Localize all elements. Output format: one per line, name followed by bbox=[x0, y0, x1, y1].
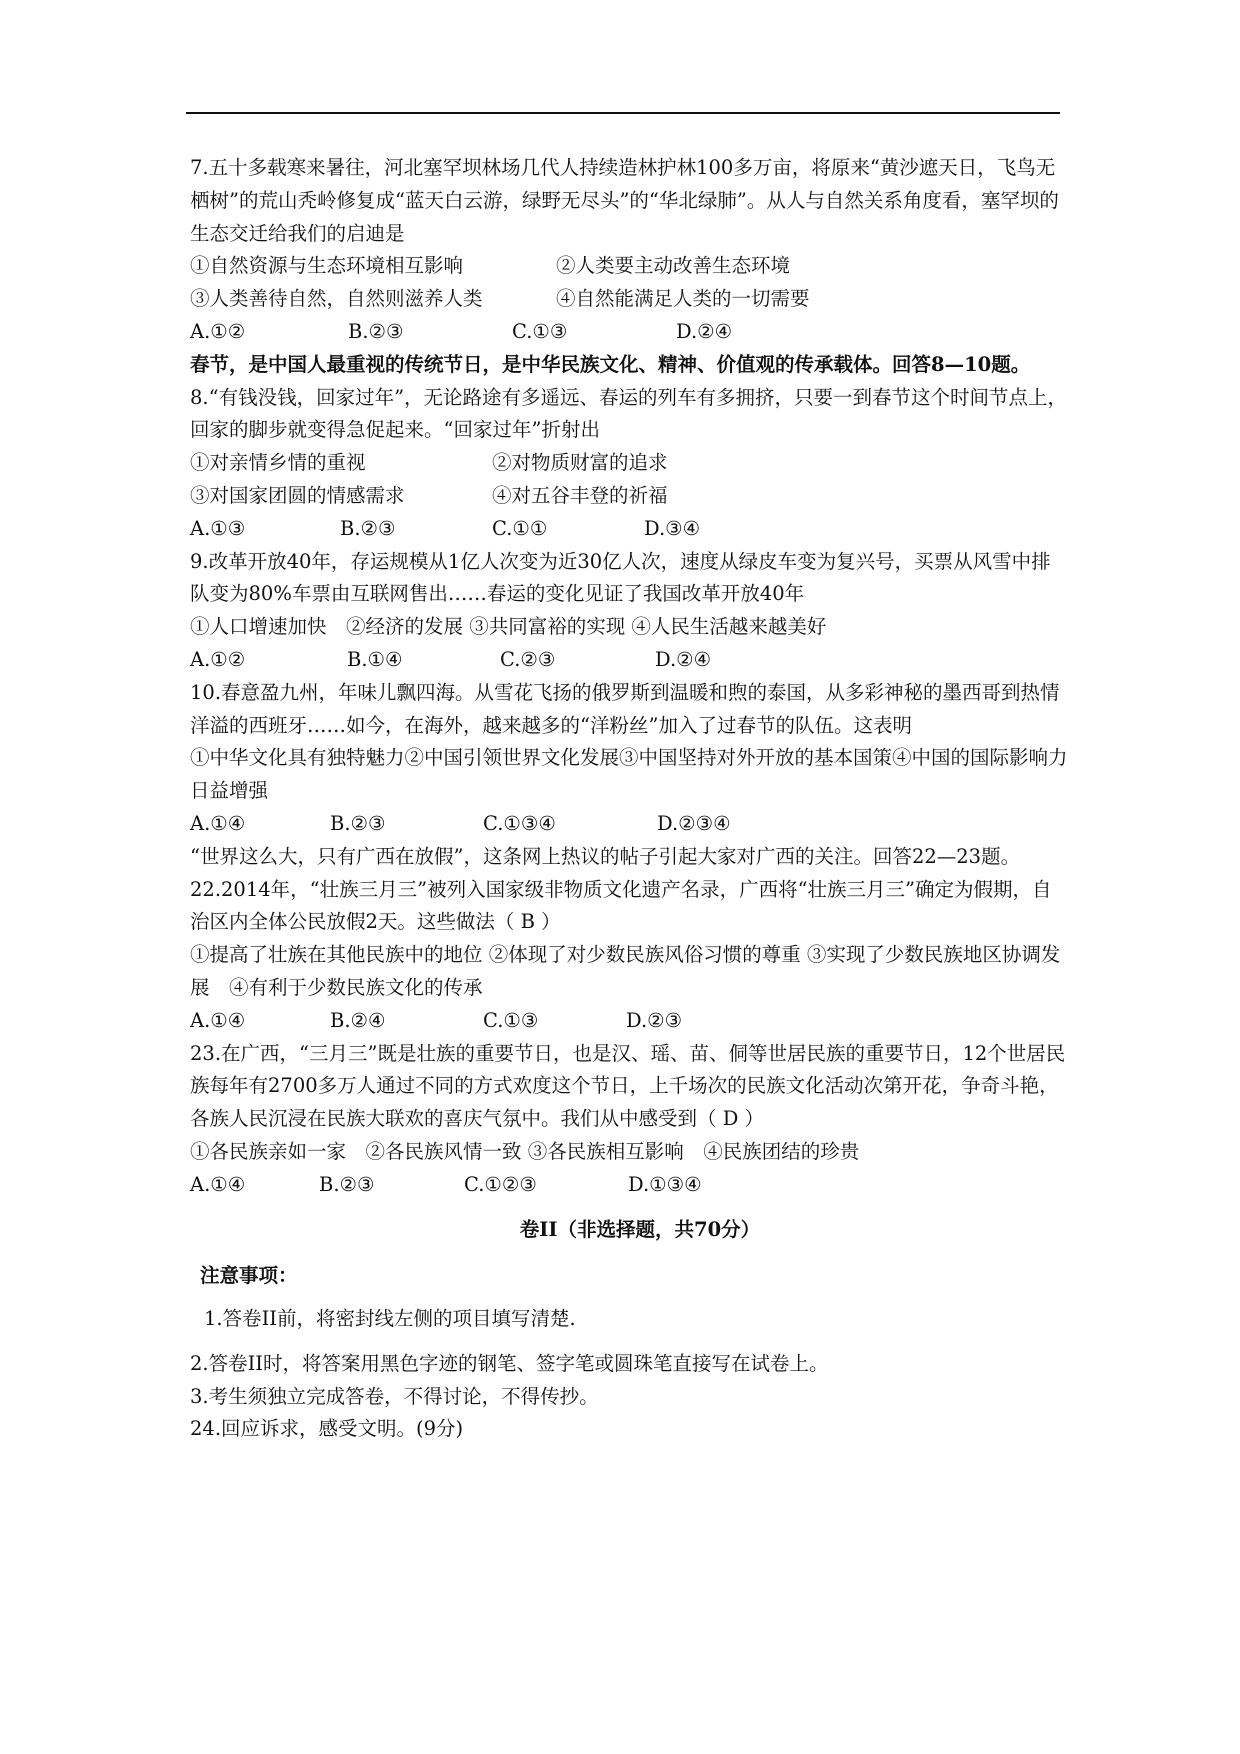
q8-items-row2 bbox=[190, 480, 1070, 513]
q10-options bbox=[190, 808, 1070, 841]
section-2-title: 卷II（非选择题，共70分） bbox=[519, 1217, 761, 1241]
q7-option-d: D.②④ bbox=[676, 319, 733, 343]
notice-title: 注意事项： bbox=[200, 1264, 298, 1288]
intro-8-10: 春节，是中国人最重视的传统节日，是中华民族文化、精神、价值观的传承载体。回答8—10题。 bbox=[190, 352, 1031, 376]
q7-options bbox=[190, 316, 1070, 349]
q7-item1: ①自然资源与生态环境相互影响 bbox=[190, 254, 464, 278]
q9-items: ①人口增速加快 ②经济的发展 ③共同富裕的实现 ④人民生活越来越美好 bbox=[190, 615, 827, 639]
q8-stem: 8.“有钱没钱，回家过年”，无论路途有多遥远、春运的列车有多拥挤，只要一到春节这个时间节点上，回家的脚步就变得急促起来。“回家过年”折射出 bbox=[190, 385, 1068, 442]
q8-items-row1 bbox=[190, 447, 1070, 480]
q9-options bbox=[190, 644, 1070, 677]
q7-item2: ②人类要主动改善生态环境 bbox=[556, 254, 791, 278]
q10-stem: 10.春意盈九州，年味儿飘四海。从雪花飞扬的俄罗斯到温暖和煦的泰国，从多彩神秘的墨西哥到热情洋溢的西班牙……如今，在海外，越来越多的“洋粉丝”加入了过春节的队伍。这表明 bbox=[190, 680, 1060, 737]
q10-option-a: A.①④ bbox=[190, 811, 246, 835]
q22-stem: 22.2014年，“壮族三月三”被列入国家级非物质文化遗产名录，广西将“壮族三月三”确定为假期，自治区内全体公民放假2天。这些做法（ B ） bbox=[190, 877, 1052, 934]
q10-items: ①中华文化具有独特魅力②中国引领世界文化发展③中国坚持对外开放的基本国策④中国的国际影响力日益增强 bbox=[190, 746, 1068, 803]
q9-option-d: D.②④ bbox=[655, 647, 712, 671]
header-rule bbox=[186, 112, 1060, 114]
q23-stem: 23.在广西，“三月三”既是壮族的重要节日，也是汉、瑶、苗、侗等世居民族的重要节日，12个世居民族每年有2700多万人通过不同的方式欢度这个节日，上千场次的民族文化活动次第开花，争奇斗艳，各族人民沉浸在民族大联欢的喜庆气氛中。我们从中感受到（ D ） bbox=[190, 1041, 1066, 1131]
q9-option-b: B.①④ bbox=[347, 647, 403, 671]
q8-option-a: A.①③ bbox=[190, 516, 246, 540]
q8-item2: ②对物质财富的追求 bbox=[492, 451, 668, 475]
q22-option-c: C.①③ bbox=[483, 1008, 539, 1032]
q22-options bbox=[190, 1005, 1070, 1038]
q8-options bbox=[190, 513, 1070, 546]
q23-items: ①各民族亲如一家 ②各民族风情一致 ③各民族相互影响 ④民族团结的珍贵 bbox=[190, 1139, 860, 1163]
q7-items-row1 bbox=[190, 250, 1070, 283]
q8-item4: ④对五谷丰登的祈福 bbox=[492, 483, 668, 507]
q10-option-d: D.②③④ bbox=[657, 811, 731, 835]
q23-option-d: D.①③④ bbox=[628, 1172, 702, 1196]
q7-option-c: C.①③ bbox=[512, 319, 568, 343]
notice-item-1: 1.答卷II前，将密封线左侧的项目填写清楚. bbox=[204, 1307, 576, 1331]
notice-item-3: 3.考生须独立完成答卷，不得讨论，不得传抄。 bbox=[190, 1384, 599, 1408]
q7-items-row2 bbox=[190, 283, 1070, 316]
q8-item3: ③对国家团圆的情感需求 bbox=[190, 483, 405, 507]
q8-item1: ①对亲情乡情的重视 bbox=[190, 451, 366, 475]
q22-option-d: D.②③ bbox=[626, 1008, 683, 1032]
exam-page bbox=[190, 152, 1070, 1446]
q9-option-c: C.②③ bbox=[500, 647, 556, 671]
q7-item4: ④自然能满足人类的一切需要 bbox=[556, 287, 810, 311]
q23-options bbox=[190, 1169, 1070, 1202]
q24-title: 24.回应诉求，感受文明。(9分) bbox=[190, 1417, 464, 1441]
q22-items: ①提高了壮族在其他民族中的地位 ②体现了对少数民族风俗习惯的尊重 ③实现了少数民族地区协调发展 ④有利于少数民族文化的传承 bbox=[190, 943, 1061, 999]
q7-option-a: A.①② bbox=[190, 319, 246, 343]
q8-option-c: C.①① bbox=[492, 516, 548, 540]
q9-stem: 9.改革开放40年，存运规模从1亿人次变为近30亿人次，速度从绿皮车变为复兴号，买票从风雪中排队变为80%车票由互联网售出……春运的变化见证了我国改革开放40年 bbox=[190, 549, 1051, 606]
q22-option-b: B.②④ bbox=[330, 1008, 386, 1032]
q7-item3: ③人类善待自然，自然则滋养人类 bbox=[190, 287, 483, 311]
q7-option-b: B.②③ bbox=[348, 319, 404, 343]
notice-item-2: 2.答卷II时，将答案用黑色字迹的钢笔、签字笔或圆珠笔直接写在试卷上。 bbox=[190, 1351, 829, 1375]
intro-22-23: “世界这么大，只有广西在放假”，这条网上热议的帖子引起大家对广西的关注。回答22—23题。 bbox=[190, 844, 1021, 868]
q10-option-b: B.②③ bbox=[330, 811, 386, 835]
q8-option-b: B.②③ bbox=[340, 516, 396, 540]
q7-stem: 7.五十多载寒来暑往，河北塞罕坝林场几代人持续造林护林100多万亩，将原来“黄沙遮天日，飞鸟无栖树”的荒山秃岭修复成“蓝天白云游，绿野无尽头”的“华北绿肺”。从人与自然关系角度看，塞罕坝的生态交迁给我们的启迪是 bbox=[190, 156, 1059, 245]
q8-option-d: D.③④ bbox=[644, 516, 701, 540]
q23-option-c: C.①②③ bbox=[464, 1172, 537, 1196]
q22-option-a: A.①④ bbox=[190, 1008, 246, 1032]
q23-option-a: A.①④ bbox=[190, 1172, 246, 1196]
q23-option-b: B.②③ bbox=[319, 1172, 375, 1196]
q10-option-c: C.①③④ bbox=[483, 811, 556, 835]
q9-option-a: A.①② bbox=[190, 647, 246, 671]
